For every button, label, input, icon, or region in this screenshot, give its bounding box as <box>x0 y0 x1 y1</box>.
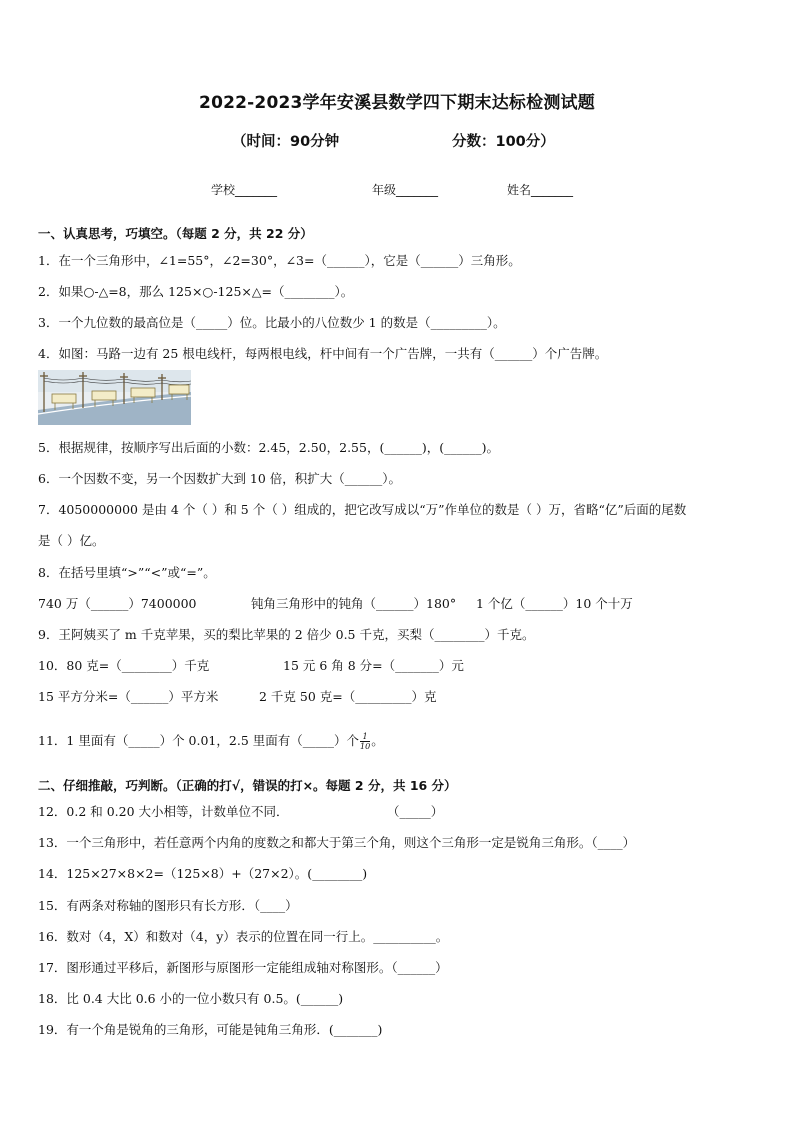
question-4: 4．如图：马路一边有 25 根电线杆，每两根电线，杆中间有一个广告牌，一共有（______）个广告牌。 <box>38 346 608 361</box>
question-12: 12．0.2 和 0.20 大小相等，计数单位不同． <box>38 804 289 819</box>
section-2-heading: 二、仔细推敲，巧判断。（正确的打√，错误的打×。每题 2 分，共 16 分） <box>38 778 457 793</box>
question-8-part-c: 1 个亿（______）10 个十万 <box>476 596 633 611</box>
question-14: 14．125×27×8×2=（125×8）+（27×2）。(________) <box>38 866 368 881</box>
section-1-heading: 一、认真思考，巧填空。（每题 2 分，共 22 分） <box>38 226 313 241</box>
fraction-numerator: 1 <box>360 732 370 742</box>
question-17: 17．图形通过平移后，新图形与原图形一定能组成轴对称图形。（______） <box>38 960 448 975</box>
question-5: 5．根据规律，按顺序写出后面的小数：2.45，2.50，2.55，(______)，(______)。 <box>38 440 499 455</box>
question-13: 13．一个三角形中，若任意两个内角的度数之和都大于第三个角，则这个三角形一定是锐角三角形。（____） <box>38 835 636 850</box>
question-11-text: 11．1 里面有（_____）个 0.01，2.5 里面有（_____）个 <box>38 733 359 748</box>
page-title: 2022-2023学年安溪县数学四下期末达标检测试题 <box>199 93 595 113</box>
school-field: 学校_______ <box>211 183 278 197</box>
fraction-denominator: 10 <box>360 742 371 751</box>
question-8: 8．在括号里填“>”“<”或“=”。 <box>38 565 216 580</box>
question-10-part-c: 15 平方分米=（______）平方米 <box>38 689 219 704</box>
question-15: 15．有两条对称轴的图形只有长方形．（____） <box>38 898 298 913</box>
name-field: 姓名_______ <box>507 183 574 197</box>
question-3: 3．一个九位数的最高位是（_____）位。比最小的八位数少 1 的数是（_________）。 <box>38 315 506 330</box>
question-6: 6．一个因数不变，另一个因数扩大到 10 倍，积扩大（______）。 <box>38 471 402 486</box>
question-16: 16．数对（4，X）和数对（4，y）表示的位置在同一行上。__________。 <box>38 929 449 944</box>
question-11 <box>38 731 384 751</box>
question-2: 2．如果○-△=8，那么 125×○-125×△=（________）。 <box>38 284 354 299</box>
fraction-one-tenth <box>360 732 370 751</box>
question-19: 19．有一个角是锐角的三角形，可能是钝角三角形．(_______) <box>38 1022 383 1037</box>
question-9: 9．王阿姨买了 m 千克苹果，买的梨比苹果的 2 倍少 0.5 千克，买梨（________）千克。 <box>38 627 535 642</box>
question-7-line-1: 7．4050000000 是由 4 个（ ）和 5 个（ ）组成的，把它改写成以“万”作单位的数是（ ）万，省略“亿”后面的尾数 <box>38 502 687 517</box>
question-7-line-2: 是（ ）亿。 <box>38 533 105 548</box>
grade-field: 年级_______ <box>372 183 439 197</box>
question-10-part-d: 2 千克 50 克=（_________）克 <box>259 689 437 704</box>
question-11-end: 。 <box>371 733 384 748</box>
question-1: 1．在一个三角形中，∠1=55°，∠2=30°，∠3=（______），它是（______）三角形。 <box>38 253 521 268</box>
question-8-part-b: 钝角三角形中的钝角（______）180° <box>251 596 457 611</box>
question-8-part-a: 740 万（______）7400000 <box>38 596 197 611</box>
question-10-part-b: 15 元 6 角 8 分=（_______）元 <box>283 658 464 673</box>
question-18: 18．比 0.4 大比 0.6 小的一位小数只有 0.5。(______) <box>38 991 344 1006</box>
telegraph-poles-image <box>38 370 191 425</box>
exam-score: 分数：100分） <box>452 134 555 150</box>
question-12-blank: （_____） <box>387 804 444 819</box>
question-10-part-a: 10．80 克=（________）千克 <box>38 658 210 673</box>
exam-time: （时间：90分钟 <box>232 134 340 150</box>
